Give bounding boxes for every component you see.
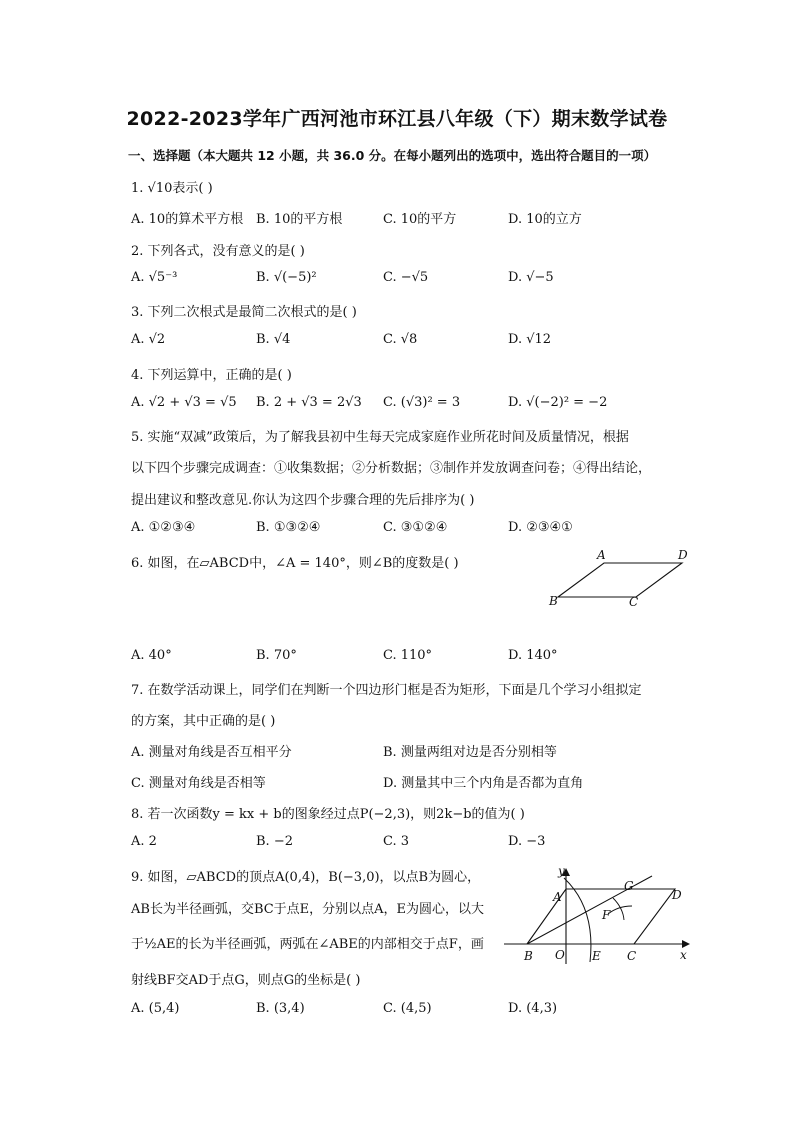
- q7-option-b[interactable]: B. 测量两组对边是否分别相等: [383, 745, 557, 760]
- q7-option-a[interactable]: A. 测量对角线是否互相平分: [131, 745, 292, 760]
- question-9-line-1: 9. 如图，▱ABCD的顶点A(0,4)，B(−3,0)，以点B为圆心，: [131, 870, 481, 885]
- q1-option-a[interactable]: A. 10的算术平方根: [131, 212, 244, 227]
- q9-option-b[interactable]: B. (3,4): [256, 1001, 305, 1016]
- q2-option-b[interactable]: B. √(−5)²: [256, 270, 317, 285]
- q8-option-a[interactable]: A. 2: [131, 834, 157, 849]
- q6-option-b[interactable]: B. 70°: [256, 648, 297, 663]
- figure-label-a: A: [597, 548, 606, 562]
- q1-option-c[interactable]: C. 10的平方: [383, 212, 457, 227]
- q4-option-c[interactable]: C. (√3)² = 3: [383, 395, 461, 410]
- figure-label-f: F: [602, 908, 611, 922]
- figure-label-y: y: [558, 864, 565, 878]
- q6-option-a[interactable]: A. 40°: [131, 648, 172, 663]
- question-4-stem: 4. 下列运算中，正确的是( ): [131, 368, 292, 383]
- question-5-line-2: 以下四个步骤完成调查：①收集数据；②分析数据；③制作并发放调查问卷；④得出结论，: [131, 461, 652, 476]
- figure-label-d: D: [678, 548, 688, 562]
- question-1-stem: 1. √10表示( ): [131, 181, 213, 196]
- q8-option-c[interactable]: C. 3: [383, 834, 410, 849]
- question-5-line-1: 5. 实施“双减”政策后，为了解我县初中生每天完成家庭作业所花时间及质量情况，根据: [131, 430, 629, 445]
- question-5-line-3: 提出建议和整改意见.你认为这四个步骤合理的先后排序为( ): [131, 493, 475, 508]
- question-6-stem: 6. 如图，在▱ABCD中，∠A = 140°，则∠B的度数是( ): [131, 556, 459, 571]
- q6-option-d[interactable]: D. 140°: [508, 648, 558, 663]
- q5-option-b[interactable]: B. ①③②④: [256, 520, 321, 535]
- q4-option-a[interactable]: A. √2 + √3 = √5: [131, 395, 237, 410]
- question-8-stem: 8. 若一次函数y = kx + b的图象经过点P(−2,3)，则2k−b的值为( ): [131, 807, 525, 822]
- q3-option-b[interactable]: B. √4: [256, 332, 291, 347]
- page-title: 2022-2023学年广西河池市环江县八年级（下）期末数学试卷: [126, 108, 668, 130]
- q1-option-b[interactable]: B. 10的平方根: [256, 212, 343, 227]
- figure-label-o: O: [555, 948, 565, 962]
- figure-label-c: C: [627, 949, 637, 963]
- q9-option-c[interactable]: C. (4,5): [383, 1001, 432, 1016]
- figure-label-b: B: [524, 949, 533, 963]
- q7-option-d[interactable]: D. 测量其中三个内角是否都为直角: [383, 776, 584, 791]
- q8-option-b[interactable]: B. −2: [256, 834, 293, 849]
- q6-option-c[interactable]: C. 110°: [383, 648, 433, 663]
- q4-option-d[interactable]: D. √(−2)² = −2: [508, 395, 608, 410]
- q5-option-d[interactable]: D. ②③④①: [508, 520, 573, 535]
- q3-option-d[interactable]: D. √12: [508, 332, 552, 347]
- q9-option-d[interactable]: D. (4,3): [508, 1001, 558, 1016]
- q1-option-d[interactable]: D. 10的立方: [508, 212, 582, 227]
- q2-option-d[interactable]: D. √−5: [508, 270, 554, 285]
- parallelogram-figure: [540, 545, 700, 615]
- figure-label-x: x: [680, 948, 687, 962]
- figure-label-e: E: [592, 949, 601, 963]
- question-7-line-1: 7. 在数学活动课上，同学们在判断一个四边形门框是否为矩形，下面是几个学习小组拟定: [131, 683, 642, 698]
- figure-label-d: D: [672, 888, 682, 902]
- question-2-stem: 2. 下列各式，没有意义的是( ): [131, 244, 305, 259]
- question-7-line-2: 的方案，其中正确的是( ): [131, 714, 276, 729]
- q5-option-a[interactable]: A. ①②③④: [131, 520, 196, 535]
- figure-label-b: B: [549, 594, 558, 608]
- q2-option-a[interactable]: A. √5⁻³: [131, 270, 178, 285]
- q4-option-b[interactable]: B. 2 + √3 = 2√3: [256, 395, 362, 410]
- q3-option-a[interactable]: A. √2: [131, 332, 166, 347]
- q5-option-c[interactable]: C. ③①②④: [383, 520, 448, 535]
- q2-option-c[interactable]: C. −√5: [383, 270, 429, 285]
- question-9-line-4: 射线BF交AD于点G，则点G的坐标是( ): [131, 973, 361, 988]
- q3-option-c[interactable]: C. √8: [383, 332, 418, 347]
- figure-label-c: C: [629, 595, 639, 609]
- q8-option-d[interactable]: D. −3: [508, 834, 546, 849]
- coordinate-figure: [500, 862, 698, 967]
- figure-label-a: A: [553, 890, 562, 904]
- question-9-line-3: 于½AE的长为半径画弧，两弧在∠ABE的内部相交于点F，画: [131, 937, 484, 952]
- section-heading: 一、选择题（本大题共 12 小题，共 36.0 分。在每小题列出的选项中，选出符合题目的一项）: [128, 148, 657, 163]
- figure-label-g: G: [624, 879, 634, 893]
- q7-option-c[interactable]: C. 测量对角线是否相等: [131, 776, 266, 791]
- question-3-stem: 3. 下列二次根式是最简二次根式的是( ): [131, 305, 357, 320]
- q9-option-a[interactable]: A. (5,4): [131, 1001, 180, 1016]
- question-9-line-2: AB长为半径画弧，交BC于点E，分别以点A，E为圆心，以大: [131, 902, 485, 917]
